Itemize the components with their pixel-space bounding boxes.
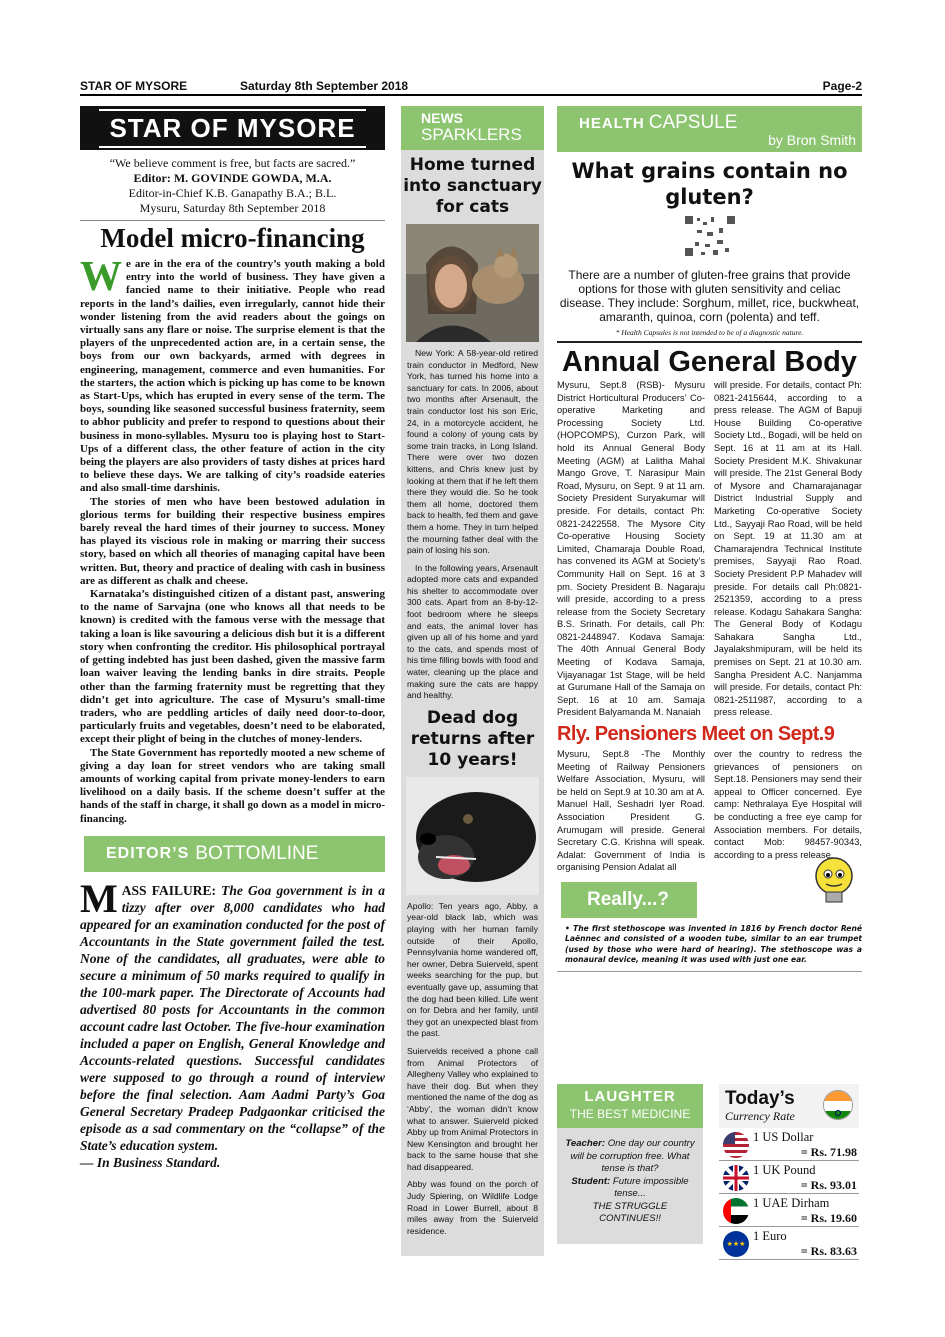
issue-date: Saturday 8th September 2018 — [240, 79, 409, 93]
lightbulb-icon — [810, 852, 858, 920]
health-title: What grains contain no gluten? — [571, 159, 848, 209]
paper-name: STAR OF MYSORE — [80, 79, 188, 93]
us-flag-icon — [723, 1132, 749, 1158]
agm-col-1: Mysuru, Sept.8 (RSB)- Mysuru District Horticultural Producers’ Co-operative Marketing and Processing Society Ltd. (HOPCOMPS), Curzon Park, will hold its Annual General Body Meeting (AGM) at Lalitha Mahal Mango Grove, T. Narasipur Main Road, Mysuru, on Sept. 9 at 11 am. Society President Suryakumar will preside. For details, contact Ph: 0821-2422558. The Mysore City Co-operative Housing Society Limited, Chamaraja Double Road, has convened its AGM at Society’s Community Hall on Sept. 16 at 3 pm. Society President B. Nagaraju will preside, according to a press release from the Society Secretary B.S. Srinath. For details, call Ph: 0821-2448947. Kodava Samaja: The 40th Annual General Body Meeting of Kodava Samaja, Vijayanagar 1st Stage, will be held at Gurumane Hall of the Samaja on Sept. 16 at 10 am. Samaja President Balyamanda M. Nanaiah — [557, 380, 705, 718]
editorial-para: The stories of men who have been bestowed adulation in glorious terms for building their respective business empires barely reveal the hard times of their journey to success. Money has played its viscious role in making or marring their success story, based on which all theories of managing capital have been written. But, theory and practice of dealing with cash in business are as different as chalk and cheese. — [80, 495, 385, 587]
drop-cap: M — [80, 875, 118, 921]
laughter-box — [557, 1084, 703, 1244]
left-column — [80, 106, 385, 1171]
drop-cap: W — [80, 254, 122, 300]
news-sparklers-column — [401, 106, 544, 1256]
uae-flag-icon — [723, 1198, 749, 1224]
motto: “We believe comment is free, but facts are sacred.” — [109, 156, 356, 170]
agm-body — [557, 379, 862, 719]
laughter-header: LAUGHTER THE BEST MEDICINE — [557, 1084, 703, 1128]
rate-title: Today’s — [725, 1088, 795, 1109]
page-number: Page-2 — [822, 79, 862, 93]
masthead-info — [80, 156, 385, 216]
page-header — [80, 78, 862, 96]
editorial-para: The State Government has reportedly mooted a new scheme of giving a day loan for street vendors who are taking small amounts of working capital from private money-lenders to earn livelihood on a daily basis. If the scheme doesn’t suffer at the hands of the staff in charge, it shall go down as a model in micro-financing. — [80, 746, 385, 825]
rate-subtitle: Currency Rate — [725, 1109, 795, 1123]
joke-text: Teacher: One day our country will be corruption free. What tense is that? Student: Future impossible tense... THE STRUGGLE CONTINUES!! — [565, 1138, 695, 1224]
story-title: Home turned into sanctuary for cats — [403, 155, 542, 217]
currency-rate-box — [719, 1084, 859, 1260]
health-capsule-header: HEALTH CAPSULE by Bron Smith — [557, 106, 862, 152]
news-sparklers-header: NEWS SPARKLERS — [401, 106, 544, 150]
masthead — [80, 106, 385, 150]
dog-photo — [406, 777, 539, 895]
agm-col-2: will preside. For details, contact Ph: 0821-2415644, according to a press release. The AGM of Bapuji House Building Co-operative Society Ltd., Bogadi, will be held on Sept. 16 at 11 am at its Hall. Society President M.K. Shivakunar will preside. The 21st General Body of Mysore and Chamarajanagar District Industrial Supply and Marketing Co-operative Society Ltd., Sayyaji Rao Road, will be held on Sept. 19 at 11.30 am at Chamarajendra Technical Institute premises, Sayyaji Rao Road. Society President P.P Mahadev will preside. For details call Ph:0821-2521359, according to a press release. Kodagu Sahakara Sangha: The General Body of Kodagu Sahakara Sangha Ltd., Jayalakshmipuram, will be held its premises on Sept. 21 at 10.30 am. Sangha President A.C. Nanjamma will preside. For details, contact Ph: 0821-2511987, according to a press release. — [714, 380, 862, 718]
editorial-para: Karnataka’s distinguished citizen of a distant past, answering to the name of Sarvajna (one who knows all that needs to be known) is credited with the famous verse with the message that taking a loan is like savouring a delicious dish but it is a different story when confronting the creditor. His philosophical portrayal of getting indebted has just been dashed, given the massive farm loan waiver leaving the lending banks in dire straits. People other than the farming fraternity must be regretting that they didn’t get into agriculture. The case of Mysuru’s small-time traders, who are peddling articles of daily need door-to-door, particularly fruits and vegetables, doesn’t need to be elaborated, except their plight of being in the clutches of money-lenders. — [80, 588, 385, 746]
health-byline: by Bron Smith — [768, 132, 856, 148]
story-body: New York: A 58-year-old retired train conductor in Medford, New York, has turned his home into a sanctuary for cats. In 2006, about two months after Arsenault, the train conductor lost his son Eric, 24, in a motorcycle accident, he found a colony of young cats by some train tracks, in Long Island. There were over two dozen kittens, and Chris knew just by looking at them that if he left them there they would die. So he took them all home, doctored them back to health, fed them and gave them a home. They in turn helped the mourning father deal with the pain of losing his son. In the following years, Arsenault adopted more cats and expanded his shelter to accommodate over 300 cats. Apart from an 8-by-12-foot bedroom where he sleeps and eats, the animal lover has given up all of his home and yard to the cats, and spends most of his time filling bowls with food and water, cleaning up the place and making sure the cats are happy and healthy. — [407, 348, 538, 701]
bottomline-header: EDITOR’S BOTTOMLINE — [80, 836, 385, 872]
bottomline-body: MASS FAILURE: The Goa government is in a tizzy after over 8,000 candidates who had appeared for an examination conducted for the post of Accountants in the State government failed the test. None of the candidates, all graduates, were able to secure a minimum of 50 marks required to qualify in the 100-mark paper. The Directorate of Accounts had advertised 80 posts for Accountants in the common account cadre last October. The five-hour examination included a paper on English, General Knowledge and Accounts-related questions. Successful candidates were supposed to go through a round of interview before the final selection. Aam Aadmi Party’s Goa General Secretary Pradeep Padgaonkar criticised the episode as a sad commentary on the “collapse” of the State’s education system. — In Business Standard. — [80, 875, 385, 1170]
really-header: Really...? — [557, 882, 697, 918]
really-fact: • The first stethoscope was invented in 1816 by French doctor René Laënnec and consisted of a wooden tube, similar to an ear trumpet (used by those who were hard of hearing). The stethoscope was a monaural device, meaning it was used with just one ear. — [557, 924, 862, 972]
eu-flag-icon: ★★★ — [723, 1231, 749, 1257]
rate-header — [719, 1084, 859, 1128]
india-flag-icon — [823, 1090, 853, 1120]
bottomline-source: — In Business Standard. — [80, 1154, 221, 1170]
cat-man-photo — [406, 224, 539, 342]
rly-col-2: over the country to redress the grievances of pensioners on Sept.18. Pensioners may send their appeal to Officer concerned. Eye camp: Nethralaya Eye Hospital will be conducting a free eye camp for Association members. For details, contact Mob: 98457-90343, according to a press release. — [714, 749, 862, 860]
dateline: Mysuru, Saturday 8th September 2018 — [139, 201, 326, 215]
editorial-title: Model micro-financing — [100, 223, 365, 253]
right-column — [557, 106, 862, 1258]
rate-row: 1 UAE Dirham = Rs. 19.60 — [719, 1195, 859, 1227]
masthead-title: STAR OF MYSORE — [99, 109, 365, 148]
rly-title: Rly. Pensioners Meet on Sept.9 — [557, 723, 835, 746]
uk-flag-icon — [723, 1165, 749, 1191]
health-disclaimer: * Health Capsules is not intended to be of a diagnostic nature. — [557, 328, 862, 343]
chief-line: Editor-in-Chief K.B. Ganapathy B.A.; B.L. — [128, 186, 337, 200]
rate-row: 1 UK Pound = Rs. 93.01 — [719, 1162, 859, 1194]
grain-qr-icon — [557, 214, 862, 262]
rate-row: 1 US Dollar = Rs. 71.98 — [719, 1129, 859, 1161]
story-title: Dead dog returns after 10 years! — [410, 707, 535, 770]
editorial-para: We are in the era of the country’s youth making a bold entry into the world of business. They have given a fancied name to their initiative. People who read reports in the land’s dailies, even irregularly, cannot hide their wonder listening from the avid readers about the goings on virtually sans any flare or noise. The surprise element is that the players of the unprecedented action are, in a certain sense, the boys from our own backyards, armed with degrees in engineering, management, commerce and even humanities. For the starters, the action which is picking up has come to be known as Start-Ups, which has erupted in every sense of the term. The boys, sounding like seasoned successful business fraternity, seem to abhor publicity and prefer to respond to questions about their business in mono-syllables. Mysuru too is playing host to Start-Ups of a different class, the other feature of action in the city being the players are also providers of tasty dishes at prices hard to believe these days. We are talking of city’s roadside eateries and also small-time darshinis. — [80, 254, 385, 495]
editorial-body — [80, 254, 385, 826]
editor-line: Editor: M. GOVINDE GOWDA, M.A. — [133, 171, 332, 185]
story-body: Apollo: Ten years ago, Abby, a year-old black lab, which was playing with her human family outside of their Apollo, Pennsylvania home wandered off, her owner, Debra Suierveld, spent weeks searching for the pup, but eventually gave up, assuming that the dog had been killed. Life went on for Debra and her family, until they got an unexpected blast from the past. Suiervelds received a phone call from Animal Protectors of Allegheny Valley who explained to have their dog. But when they mentioned the name of the dog as ‘Abby’, the woman didn’t know what to answer. Suierveld picked Abby up from Animal Protectors in New Kensington and brought her back to the same house that she had disappeared. Abby was found on the porch of Judy Spiering, on Wildlife Lodge Road in Lower Burrell, about 8 miles away from the Suierveld residence. — [407, 900, 538, 1236]
rly-col-1: Mysuru, Sept.8 -The Monthly Meeting of Railway Pensioners Welfare Association, Mysuru, will be held on Sept.9 at 10.30 am at A. Manuel Hall, Seshadri Iyer Road. Association President G. Arumugam will preside. General Secretary C.G. Krishna will speak. Adalat: Government of India is organising Pension Adalat all — [557, 749, 705, 873]
rate-row: ★★★ 1 Euro = Rs. 83.63 — [719, 1228, 859, 1260]
agm-title: Annual General Body — [562, 346, 857, 378]
health-text: There are a number of gluten-free grains that provide options for those with gluten sensitivity and celiac disease. They include: Sorghum, millet, rice, buckwheat, amaranth, quinoa, corn (polenta) and teff. — [559, 268, 860, 324]
